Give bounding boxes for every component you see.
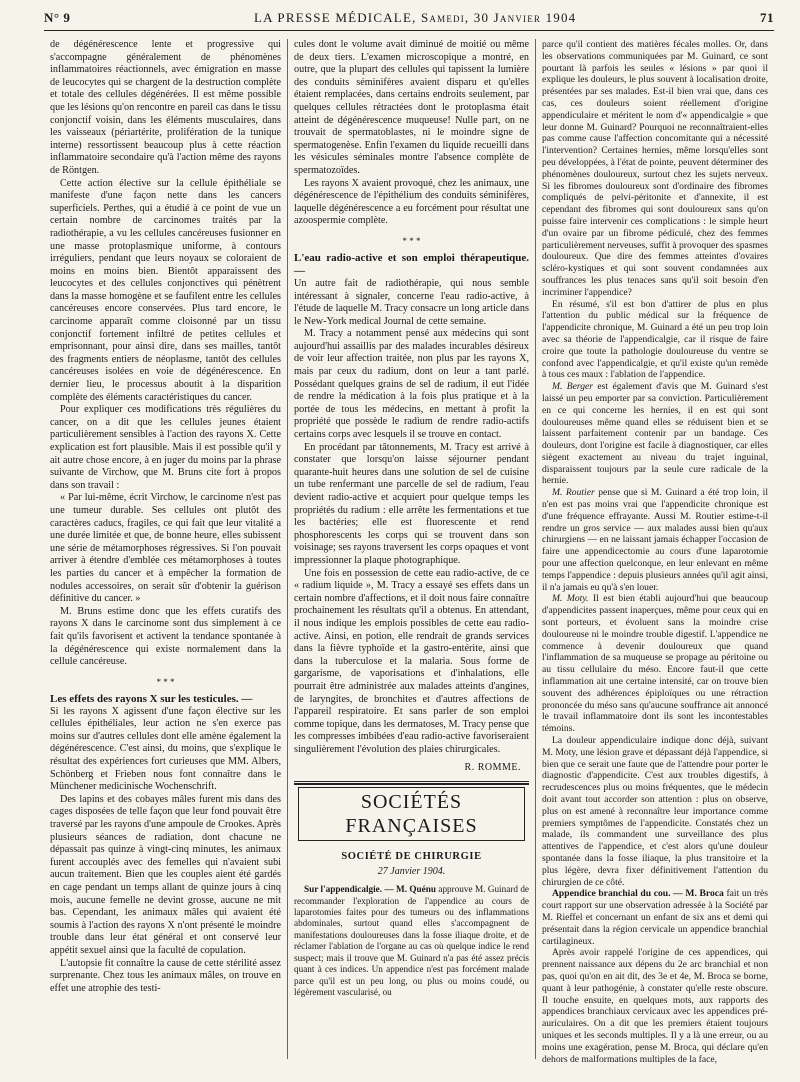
paragraph-text: fait un très court rapport sur une observation adressée à la Société par M. Rieffel et concernant un enfant de six ans et demi qui présentait dans la région cervicale un appendice branchial cartilagineux. xyxy=(542,888,768,947)
paragraph-text: est également d'avis que M. Guinard s'est laissé un peu emporter par sa conviction. Particulièrement en ce qui concerne les hernies, il en est qui sont douloureuses même quand elles se réduisent bien et se laissent parfaitement contenir par un bandage. Ces douleurs, dont l'origine est facile à diagnostiquer, car elles siègent exactement au niveau du trajet inguinal, disparaissent toujours par la seule cure radicale de la hernie. xyxy=(542,381,768,487)
paragraph xyxy=(542,381,768,487)
paragraph: M. Bruns estime donc que les effets curatifs des rayons X dans le carcinome sont dus simplement à ce fait qu'ils favorisent et activent la tendance spontanée à la dégénérescence qui existe normalement dans la cellule cancéreuse. xyxy=(50,605,281,668)
paragraph: L'autopsie fit connaître la cause de cette stérilité assez surprenante. Chez tous les animaux mâles, on trouve en effet une atrophie des testi- xyxy=(50,957,281,994)
divider xyxy=(294,783,529,785)
speaker-name: M. Moty. xyxy=(552,593,589,605)
paragraph: En procédant par tâtonnements, M. Tracy est arrivé à constater que lorsqu'on laisse séjourner pendant quarante-huit heures dans une solution de sel de cuisine un tube renfermant une parcelle de sel de radium, l'eau devient radio-active et acquiert pour quelque temps les propriétés du radium : elle arrête les fermentations et tue les bactéries; elle est fluorescente et rend phosphorescents les corps qui se trouvent dans son voisinage; ses rayons traversent les corps opaques et vont impressionner la plaque photographique. xyxy=(294,441,529,566)
paragraph: de dégénérescence lente et progressive qui s'accompagne généralement de phénomènes inflammatoires réactionnels, avec émigration en masse de leucocytes qui se chargent de la destruction complète et totale des cellules dégénérées. Il est même possible que les lésions qu'on rencontre en pareil cas dans le tissu conjonctif voisin, dans les éléments musculaires, dans les vaisseaux (périartérite, prolifération de la tunique interne) ressortissent beaucoup plus à cette réaction inflammatoire secondaire qu'à l'action même des rayons de Röntgen. xyxy=(50,39,281,176)
section-title-testicules: Les effets des rayons X sur les testicules. — xyxy=(50,692,253,705)
columns xyxy=(44,39,774,1065)
paragraph xyxy=(542,593,768,735)
paragraph-text: pense que si M. Guinard a été trop loin, il n'en est pas moins vrai que l'appendicite chronique est d'une fréquence effrayante. Aussi M. Routier estime-t-il rendre un gros service — aux malades aussi bien qu'aux chirurgiens — en ne laissant jamais échapper l'occasion de faire une appendicectomie au cours d'une laparotomie pour une affection quelconque, en leur enlevant en même temps l'appendice : depuis plusieurs années qu'il agit ainsi, il n'a jamais eu qu'à s'en louer. xyxy=(542,487,768,593)
journal-title: LA PRESSE MÉDICALE, Samedi, 30 Janvier 1904 xyxy=(253,10,577,25)
paragraph: Un autre fait de radiothérapie, qui nous semble intéressant à signaler, concerne l'eau radio-active, à l'étude de laquelle M. Tracy consacre un long article dans le New-York medical Journal de cette semaine. xyxy=(294,277,529,327)
paragraph: parce qu'il contient des matières fécales molles. Or, dans les observations communiquées par M. Guinard, ce sont pourtant là parfois les seules « lésions » par quoi il explique les douleurs, le plus souvent à localisation droite, présentées par ses malades. Est-il bien vrai que, dans ces cas, ces douleurs soient réellement d'origine appendiculaire et méritent le nom d'« appendicalgie » que leur donne M. Guinard? Pourquoi ne reconnaîtraient-elles pas comme cause l'affection concomitante qui a nécessité l'intervention? Certaines hernies, même lorsqu'elles sont peu développées, à l'état de pointe, peuvent déterminer des phénomènes douloureux, surtout chez les sujets nerveux. Si les fibromes douloureux sont d'ordinaire des fibromes compliqués de pelvi-péritonite et d'annexite, il est cependant des fibromes qui sont douloureux sans qu'on puisse faire intervenir ces complications : le simple heurt d'un ovaire par un fibrome pédiculé, chez des femmes particulièrement nerveuses, suffit à provoquer des spasmes douloureux. Que dire des femmes atteintes d'ovaires scléro-kystiques et qui sont souvent condamnées aux souffrances les plus tenaces sans qu'il soit besoin d'en incriminer l'appendice? xyxy=(542,39,769,298)
paragraph: Si les rayons X agissent d'une façon élective sur les cellules épithéliales, leur action ne s'en exerce pas moins sur d'autres cellules dont elle amène également la dégénérescence. C'est ainsi, du moins, que s'explique le résultat des expériences fort curieuses que MM. Albers, Schönberg et Frieben nous font connaître dans le Münchener medicinische Wochenschrift. xyxy=(50,705,281,793)
society-name: SOCIÉTÉ DE CHIRURGIE xyxy=(341,851,482,863)
paragraph-text: Il est bien établi aujourd'hui que beaucoup d'appendicites passent inaperçues, même pour ceux qui en sont porteurs, et évoluent sans la moindre crise douloureuse ni le moindre trouble digestif. L'appendice ne commence à devenir douloureux que quand l'inflammation de sa muqueuse se propage au péritoine ou au tissu cellulaire du méso. Encore faut-il que cette inflammation ait une certaine intensité, car on trouve bien souvent des adhérences épiploïques ou une rétraction prononcée du méso sans qu'aucune souffrance ait annoncé le travail inflammatoire dont ils sont les incontestables témoins. xyxy=(542,593,769,735)
column-3 xyxy=(536,39,774,1065)
society-date: 27 Janvier 1904. xyxy=(377,865,446,877)
paragraph: M. Tracy a notamment pensé aux médecins qui sont aujourd'hui assaillis par des malades incurables désireux de voir leur affection traitée, non plus par les rayons X, mais par ceux du radium, dont on leur a tant parlé. Possédant quelques grains de sel de radium, il eut l'idée de rendre la médication à la fois plus pratique et à la portée de tous les médecins, en mettant à profit la propriété que possède le radium de rendre radio-actifs certains corps avec lesquels il se trouve en contact. xyxy=(294,328,529,441)
paragraph: Les rayons X avaient provoqué, chez les animaux, une dégénérescence de l'épithélium des conduits séminifères, laquelle dégénérescence a eu forcément pour résultat une azoospermie complète. xyxy=(294,177,529,227)
paragraph: Des lapins et des cobayes mâles furent mis dans des cages disposées de telle façon que leur fond pouvait être traversé par les rayons d'une ampoule de Crookes. Après plusieurs séances de radiation, dont chacune ne dépassait pas quinze à vingt-cinq minutes, les animaux furent accouplés avec des femelles qui n'avaient subi aucun traitement. Bien que les couples aient été gardés en cage pendant un temps allant de quinze jours à cinq mois, aucune femelle ne devint grosse, aucune ne mit bas. Cependant, les animaux mâles qui avaient été soumis à l'action des rayons X n'ont présenté le moindre trouble dans leur état général et ont conservé leur appétit sexuel ainsi que la faculté de copulation. xyxy=(50,793,281,956)
quotation: « Par lui-même, écrit Virchow, le carcinome n'est pas une tumeur durable. Ses cellules ont plutôt des caractères caducs, fragiles, ce qui fait que leur vitalité a une durée limitée et que, de bonne heure, elles subissent une série de métamorphoses régressives. Si l'on pouvait arriver à étendre d'emblée ces métamorphoses à toutes les parties du cancer et à empêcher la formation de nodules accessoires, on serait sûr d'obtenir la guérison définitive du cancer. » xyxy=(50,492,281,605)
author-signature: R. ROMME. xyxy=(464,762,521,774)
column-2 xyxy=(288,39,536,1059)
section-title-eau-radio-active: L'eau radio-active et son emploi thérapeutique. — xyxy=(294,251,529,277)
page-number: 71 xyxy=(760,10,774,25)
paragraph xyxy=(542,487,768,593)
paragraph: Pour expliquer ces modifications très régulières du cancer, on a dit que les cellules jeunes étaient particulièrement sensibles à l'action des rayons X. Cette explication est fort plausible. Mais il est possible qu'il y ait autre chose encore, à en juger du moins par la phrase suivante de Virchow, que M. Bruns cite fort à propos dans son travail : xyxy=(50,404,281,491)
speaker-name: M. Routier xyxy=(552,487,595,499)
subsection-title: Appendice branchial du cou. — M. Broca xyxy=(552,888,724,900)
paragraph: Cette action élective sur la cellule épithéliale se manifeste d'une façon nette dans les cancers superficiels. Perthes, qui a étudié à ce point de vue un certain nombre de carcinomes traités par la radiothérapie, a vu les cellules cancéreuses fusionner en une masse protoplasmique uniforme, à contours irréguliers, pendant que leurs noyaux se coloraient de moins en moins bien. Bientôt apparaissent des leucocytes et des cellules conjonctives qui pénètrent dans la masse homogène et se faufilent entre les cellules cancéreuses encore conservées. Plus tard encore, le carcinome apparaît comme cloisonné par un tissu conjonctif fortement infiltré de petites cellules et emprisonnant, pour ainsi dire, dans ses mailles, tantôt des fragments entiers de néoplasme, tantôt des cellules cancéreuses isolées en voie de dégénérescence. En dernier lieu, le processus aboutit à la disparition complète des éléments caractéristiques du cancer. xyxy=(50,177,281,403)
paragraph-text: approuve M. Guinard de recommander l'exploration de l'appendice au cours de laparotomies faites pour des tumeurs ou des inflammations abdominales, surtout quand elles s'accompagnent de manifestations douloureuses dans la fosse iliaque droite, et de réclamer l'ablation de l'organe au cas où quelque indice le rend suspect; mais il trouve que M. Guinard n'a pas été assez précis quant à ces indices. Un appendice n'est pas forcément malade parce qu'il est un peu long, ou plus ou moins coudé, ou légèrement vascularisé, ou xyxy=(294,884,530,997)
paragraph: Après avoir rappelé l'origine de ces appendices, qui prennent naissance aux dépens du 2e arc branchial et non pas, quoi qu'on en ait dit, des 3e et 4e, M. Broca se borne, quant à leur pathogénie, à constater qu'elle reste obscure. Il touche ensuite, en quelques mots, aux rapports des appendices branchiaux cervicaux avec les appendices pré-auriculaires. On a dit que les premiers étaient toujours uniques et les seconds multiples. Il y a là une erreur, ou au moins une exagération, pense M. Broca, qui déclare qu'en dehors de malformations multiples de la face, xyxy=(542,947,768,1065)
column-1 xyxy=(44,39,288,1059)
paragraph-appendicalgie xyxy=(294,884,529,998)
paragraph: En résumé, s'il est bon d'attirer de plus en plus l'attention du public médical sur la fréquence de l'appendicite chronique, M. Guinard a été un peu trop loin avec sa théorie de l'appendicalgie, car il risque de faire croire que toute la pathologie douloureuse du ventre se confond avec l'appendicalgie, et qu'il existe qu'un remède à tous ces maux : l'ablation de l'appendice. xyxy=(542,298,768,381)
societes-francaises-banner: SOCIÉTÉS FRANÇAISES xyxy=(298,787,525,841)
section-separator: * * * xyxy=(156,676,175,687)
paragraph: La douleur appendiculaire indique donc déjà, suivant M. Moty, une lésion grave et dépassant déjà l'appendice, si bien que ce serait une faute que de l'attendre pour porter le diagnostic d'appendicite. C'est aux troubles digestifs, à recrudescences plus ou moins fréquentes, que le médecin doit avant tout accorder son attention : plus on observe, plus on est amené à reconnaître leur importance comme premiers symptômes de l'appendicite. Constatés chez un malade, ils commandent une surveillance des plus attentives de l'appendice, et c'est alors qu'une douleur spontanée dans la fosse iliaque, la plus transitoire et la plus légère, devra fixer définitivement l'attention du chirurgien de ce côté. xyxy=(542,735,768,888)
speaker-name: M. Berger xyxy=(552,381,594,393)
issue-number: N° 9 xyxy=(44,10,71,25)
divider xyxy=(294,781,529,782)
page-header xyxy=(44,10,774,31)
subsection-title: Sur l'appendicalgie. — M. Quénu xyxy=(304,884,436,895)
paragraph xyxy=(542,888,768,947)
paragraph: cules dont le volume avait diminué de moitié ou même de deux tiers. L'examen microscopique a montré, en outre, que la plupart des cellules qui tapissent la lumière des conduits séminifères avaient disparu et qu'elles étaient remplacées, dans certains endroits seulement, par quelques cellules rétractées dont le protoplasma était atteint de dégénérescence muqueuse! Nulle part, on ne trouvait de spermatoblastes, ni le moindre signe de spermatogenèse. Enfin l'examen du liquide recueilli dans les vésicules séminales montre l'absence complète de spermatozoïdes. xyxy=(294,39,529,176)
section-separator: * * * xyxy=(402,235,421,246)
paragraph: Une fois en possession de cette eau radio-active, de ce « radium liquide », M. Tracy a essayé ses effets dans un certain nombre d'affections, et il doit nous faire connaître prochainement les résultats qu'il a obtenus. En attendant, il nous indique les emplois possibles de cette eau radio-active. Ainsi, en potion, elle rendrait de grands services dans la fièvre typhoïde et la gastro-entérite, ainsi que dans la tuberculose et la malaria. Sous forme de gargarisme, de vaporisations et d'inhalations, elle pourrait être administrée aux malades atteints d'angines, de laryngites, de bronchites et d'autres affections de l'appareil respiratoire. Et sans parler de son emploi comme topique, dans les dermatoses, M. Tracy pense que les compresses imbibées d'eau radio-active favoriseraient singulièrement l'évolution des plaies chirurgicales. xyxy=(294,567,529,755)
